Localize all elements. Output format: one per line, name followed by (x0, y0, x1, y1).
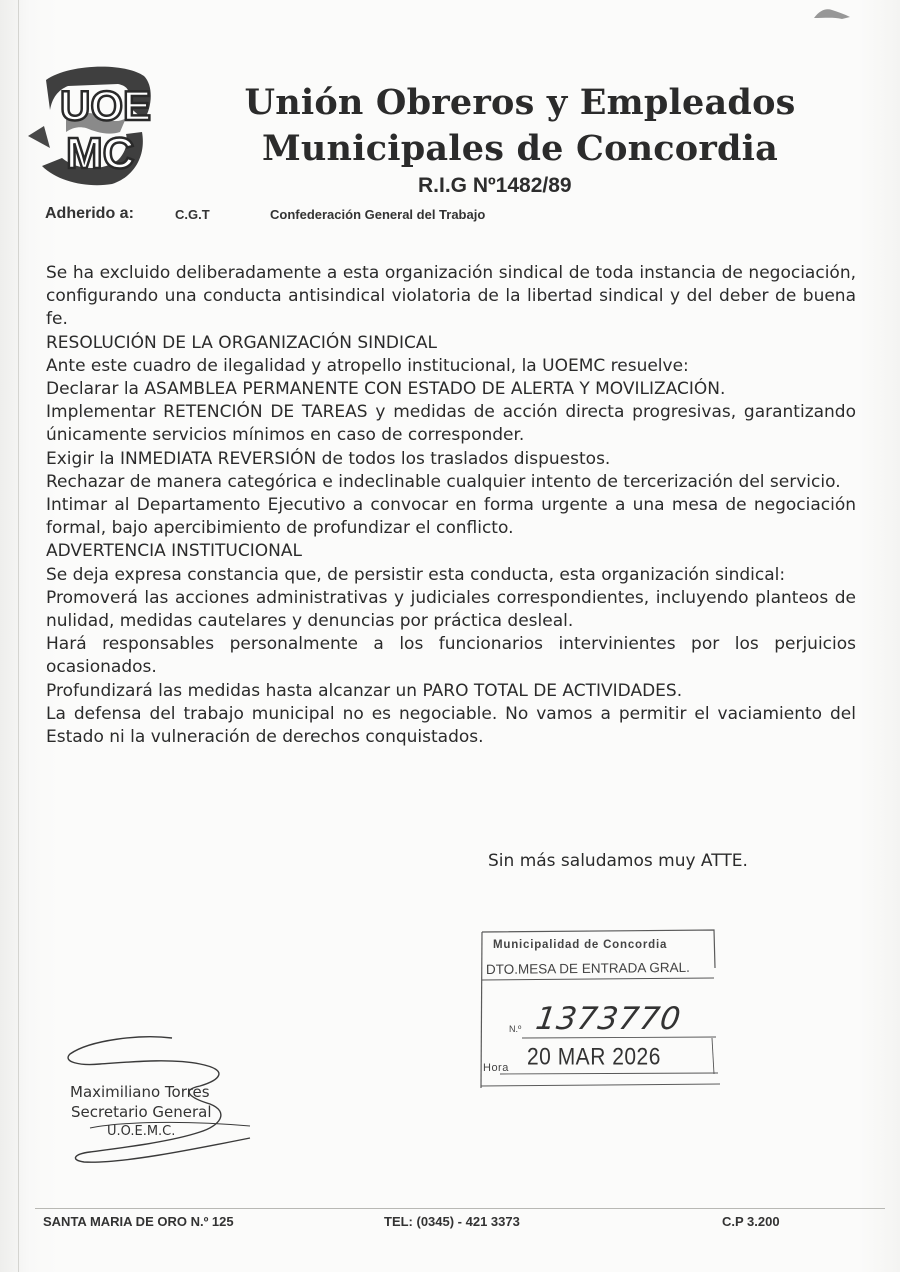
adherido-full-name: Confederación General del Trabajo (270, 207, 486, 222)
footer-divider (35, 1208, 885, 1209)
org-title-line1: Unión Obreros y Empleados (244, 82, 796, 123)
svg-text:UOE: UOE (60, 82, 152, 129)
stamp-date: 20 MAR 2026 (527, 1044, 661, 1071)
resolution-item: Implementar RETENCIÓN DE TAREAS y medidas de acción directa progresivas, garantizando únicamente servicios mínimos en caso de corresponder. (46, 402, 856, 446)
stamp-municipality: Municipalidad de Concordia (493, 939, 668, 951)
footer-phone: TEL: (0345) - 421 3373 (384, 1214, 520, 1229)
warning-item: Hará responsables personalmente a los funcionarios intervinientes por los perjuicios ocasionados. (46, 634, 856, 678)
footer-address: SANTA MARIA DE ORO N.º 125 (43, 1214, 234, 1229)
paragraph: Se deja expresa constancia que, de persistir esta conducta, esta organización sindical: (46, 564, 786, 585)
uoemc-logo (28, 62, 160, 188)
closing-salutation: Sin más saludamos muy ATTE. (488, 851, 748, 871)
signatory-org: U.O.E.M.C. (107, 1124, 176, 1139)
page-edge-line (18, 0, 19, 1272)
warning-item: Profundizará las medidas hasta alcanzar un PARO TOTAL DE ACTIVIDADES. (46, 680, 683, 701)
org-title-line2: Municipales de Concordia (261, 128, 779, 169)
registration-number: R.I.G Nº1482/89 (418, 174, 572, 197)
resolution-item: Rechazar de manera categórica e indeclinable cualquier intento de tercerización del servicio. (46, 471, 841, 492)
adherido-label: Adherido a: (45, 205, 134, 222)
stamp-hora-label: Hora (483, 1062, 509, 1074)
ink-smudge (812, 4, 852, 22)
section-heading: RESOLUCIÓN DE LA ORGANIZACIÓN SINDICAL (46, 332, 437, 353)
paragraph: Se ha excluido deliberadamente a esta organización sindical de toda instancia de negociación, configurando una conducta antisindical violatoria de la libertad sindical y del deber de buena fe. (46, 263, 856, 330)
svg-text:MC: MC (66, 129, 135, 178)
signatory-name: Maximiliano Torres (70, 1083, 210, 1101)
resolution-item: Declarar la ASAMBLEA PERMANENTE CON ESTADO DE ALERTA Y MOVILIZACIÓN. (46, 379, 726, 400)
resolution-item: Intimar al Departamento Ejecutivo a convocar en forma urgente a una mesa de negociación formal, bajo apercibimiento de profundizar el conflicto. (46, 495, 856, 539)
stamp-entry-number: 1373770 (533, 1001, 684, 1037)
section-heading: ADVERTENCIA INSTITUCIONAL (46, 541, 302, 562)
adherido-abbr: C.G.T (175, 207, 210, 222)
closing-statement: La defensa del trabajo municipal no es negociable. No vamos a permitir el vaciamiento del Estado ni la vulneración de derechos conquistados. (46, 703, 856, 748)
footer-postal-code: C.P 3.200 (722, 1214, 780, 1229)
letter-body (46, 262, 856, 749)
resolution-item: Exigir la INMEDIATA REVERSIÓN de todos los traslados dispuestos. (46, 448, 611, 469)
stamp-department: DTO.MESA DE ENTRADA GRAL. (485, 959, 690, 977)
stamp-number-prefix: N.º (509, 1024, 522, 1034)
warning-item: Promoverá las acciones administrativas y judiciales correspondientes, incluyendo planteos de nulidad, medidas cautelares y denuncias por práctica desleal. (46, 587, 856, 632)
paragraph: Ante este cuadro de ilegalidad y atropello institucional, la UOEMC resuelve: (46, 355, 689, 376)
signatory-role: Secretario General (71, 1103, 212, 1121)
